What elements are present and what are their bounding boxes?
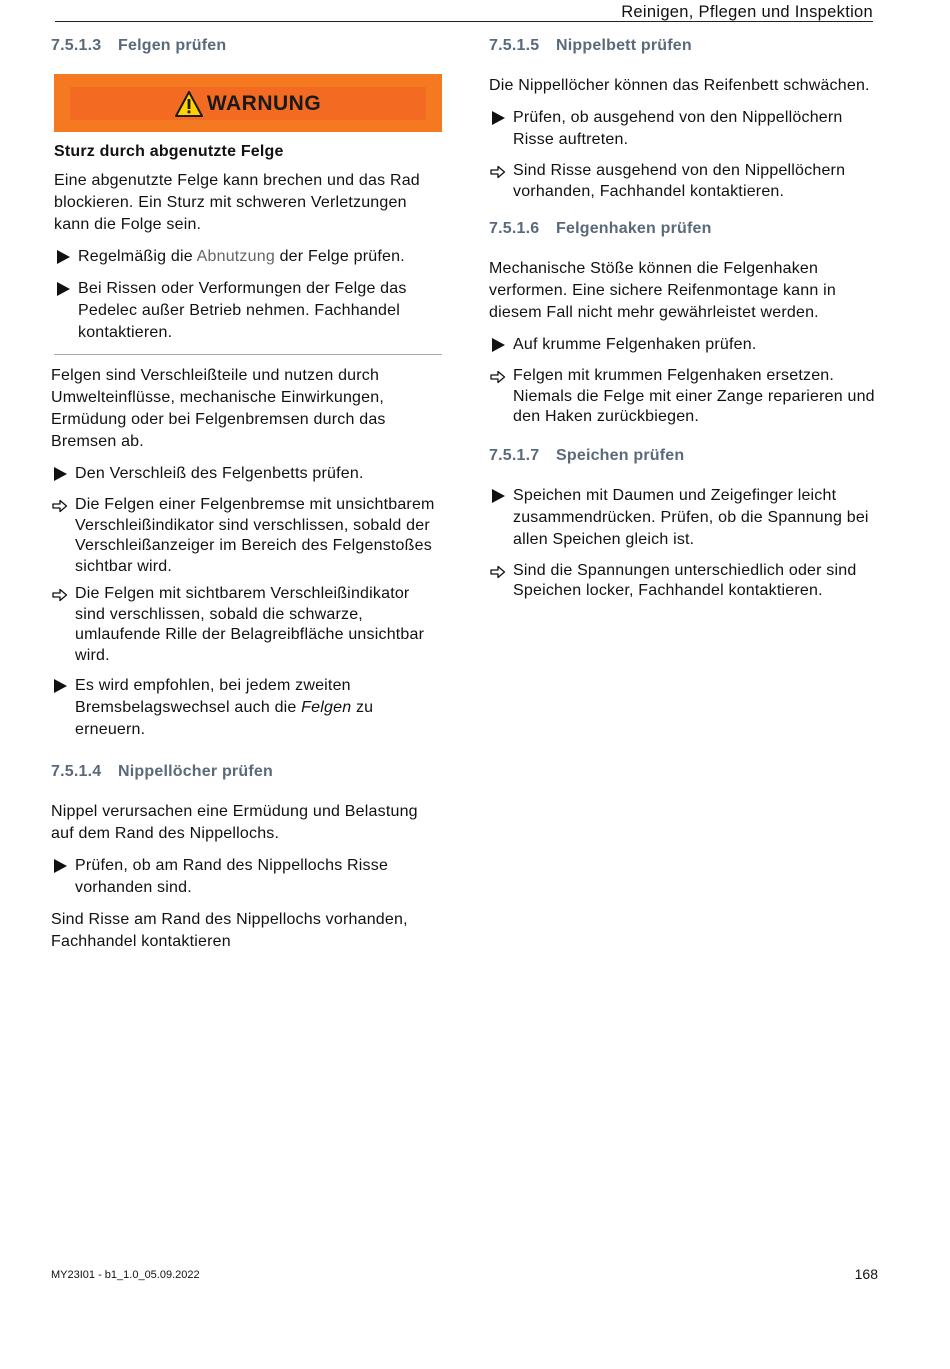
abnutzung-link[interactable]: Abnutzung [196, 248, 275, 265]
warning-step-2: Bei Rissen oder Verformungen der Felge das Pedelec außer Betrieb nehmen. Fachhandel kontaktieren. [54, 278, 443, 344]
hollow-arrow-icon [52, 587, 68, 603]
nippelbett-paragraph: Die Nippellöcher können das Reifenbett schwächen. [489, 77, 870, 94]
section-heading-7-5-1-3 [51, 37, 443, 55]
footer-page-number: 168 [854, 1266, 878, 1282]
warning-divider [54, 354, 442, 355]
result-sichtbar: Die Felgen mit sichtbarem Verschleißindikator sind verschlissen, sobald die schwarze, umlaufende Rille der Belagreibfläche unsichtbar wird. [51, 584, 443, 666]
play-triangle-icon [490, 110, 506, 126]
header-title: Reinigen, Pflegen und Inspektion [621, 3, 873, 21]
step-nippelbett: Prüfen, ob ausgehend von den Nippellöchern Risse auftreten. [489, 107, 881, 151]
section-heading-7-5-1-5 [489, 37, 881, 55]
play-triangle-icon [55, 281, 71, 297]
warning-triangle-icon [175, 91, 203, 117]
right-column [489, 36, 881, 602]
section-heading-7-5-1-7 [489, 447, 881, 465]
hollow-arrow-icon [490, 164, 506, 180]
warning-label: WARNUNG [206, 91, 322, 115]
hollow-arrow-icon [490, 369, 506, 385]
felgen-paragraph: Felgen sind Verschleißteile und nutzen durch Umwelteinflüsse, mechanische Einwirkungen, Ermüdung oder bei Felgenbremsen durch das Bremsen ab. [51, 367, 386, 450]
header-rule [55, 21, 873, 22]
warning-title: Sturz durch abgenutzte Felge [54, 143, 284, 160]
footer-doc-id: MY23I01 - b1_1.0_05.09.2022 [51, 1269, 200, 1281]
step-erneuern: Es wird empfohlen, bei jedem zweiten Bremsbelagswechsel auch die Felgen zu erneuern. [51, 675, 443, 741]
section-number: 7.5.1.7 [489, 446, 540, 464]
result-unsichtbar: Die Felgen einer Felgenbremse mit unsichtbarem Verschleißindikator sind verschlissen, sobald der Verschleißanzeiger im Bereich des Felgenstoßes sichtbar wird. [51, 495, 443, 577]
play-triangle-icon [52, 858, 68, 874]
nippelloecher-result-paragraph: Sind Risse am Rand des Nippellochs vorhanden, Fachhandel kontaktieren [51, 911, 408, 950]
result-felgenhaken: Felgen mit krummen Felgenhaken ersetzen. Niemals die Felge mit einer Zange reparieren und den Haken zurückbiegen. [489, 366, 881, 428]
step-felgenhaken: Auf krumme Felgenhaken prüfen. [489, 334, 881, 356]
section-title: Felgenhaken prüfen [556, 220, 712, 237]
section-heading-7-5-1-6 [489, 220, 881, 238]
section-heading-7-5-1-4 [51, 763, 443, 781]
warning-step-1: Regelmäßig die Abnutzung der Felge prüfen. [54, 246, 443, 268]
hollow-arrow-icon [490, 564, 506, 580]
result-speichen: Sind die Spannungen unterschiedlich oder sind Speichen locker, Fachhandel kontaktieren. [489, 561, 881, 602]
section-title: Nippellöcher prüfen [118, 763, 273, 780]
play-triangle-icon [52, 678, 68, 694]
section-number: 7.5.1.4 [51, 763, 102, 780]
result-nippelbett: Sind Risse ausgehend von den Nippellöchern vorhanden, Fachhandel kontaktieren. [489, 161, 881, 202]
left-column [51, 36, 443, 953]
play-triangle-icon [490, 488, 506, 504]
section-number: 7.5.1.6 [489, 220, 540, 237]
play-triangle-icon [490, 337, 506, 353]
play-triangle-icon [55, 249, 71, 265]
hollow-arrow-icon [52, 498, 68, 514]
felgenhaken-paragraph: Mechanische Stöße können die Felgenhaken verformen. Eine sichere Reifenmontage kann in diesem Fall nicht mehr gewährleistet werden. [489, 260, 836, 321]
warning-text: Eine abgenutzte Felge kann brechen und das Rad blockieren. Ein Sturz mit schweren Verletzungen kann die Folge sein. [54, 172, 420, 233]
section-number: 7.5.1.3 [51, 37, 102, 54]
section-title: Nippelbett prüfen [556, 37, 692, 54]
section-title: Felgen prüfen [118, 37, 227, 54]
warning-banner-inner [70, 87, 426, 120]
play-triangle-icon [52, 466, 68, 482]
section-number: 7.5.1.5 [489, 37, 540, 54]
step-felgenbett: Den Verschleiß des Felgenbetts prüfen. [51, 463, 443, 485]
section-title: Speichen prüfen [556, 446, 685, 464]
nippelloecher-paragraph: Nippel verursachen eine Ermüdung und Belastung auf dem Rand des Nippellochs. [51, 803, 418, 842]
step-nippelloch: Prüfen, ob am Rand des Nippellochs Risse vorhanden sind. [51, 855, 443, 899]
step-speichen: Speichen mit Daumen und Zeigefinger leicht zusammendrücken. Prüfen, ob die Spannung bei allen Speichen gleich ist. [489, 485, 881, 551]
warning-banner [54, 74, 442, 132]
